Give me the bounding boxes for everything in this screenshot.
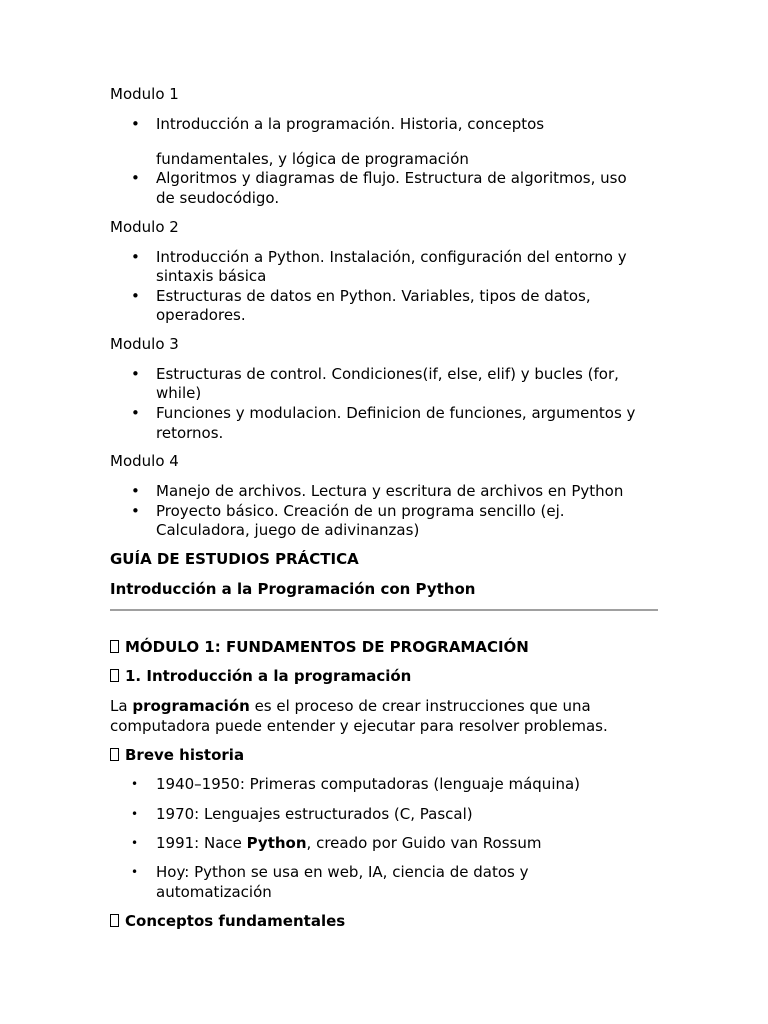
horizontal-divider — [110, 609, 658, 611]
list-item-continuation: retornos. — [156, 424, 224, 442]
list-item: Estructuras de control. Condiciones(if, else, elif) y bucles (for, — [156, 365, 619, 383]
bullet-icon: • — [131, 482, 140, 500]
paragraph-bold-term: programación — [132, 697, 250, 715]
list-item-continuation: sintaxis básica — [156, 267, 267, 285]
history-item: 1970: Lenguajes estructurados (C, Pascal) — [156, 805, 473, 823]
history-item-continuation: automatización — [156, 883, 272, 901]
list-item: Funciones y modulacion. Definicion de funciones, argumentos y — [156, 404, 636, 422]
history-heading — [110, 745, 244, 765]
subsection-heading — [110, 666, 411, 686]
history-item-bold: Python — [246, 834, 307, 852]
list-item-continuation: de seudocódigo. — [156, 189, 280, 207]
bullet-icon: • — [131, 807, 139, 821]
bullet-icon: • — [131, 836, 139, 850]
history-item: Hoy: Python se usa en web, IA, ciencia de datos y — [156, 863, 529, 881]
bullet-icon: • — [131, 115, 140, 133]
list-item: Estructuras de datos en Python. Variables, tipos de datos, — [156, 287, 591, 305]
missing-glyph-icon — [110, 748, 119, 761]
section-heading — [110, 637, 529, 657]
subsection-heading-text: 1. Introducción a la programación — [125, 667, 412, 685]
missing-glyph-icon — [110, 914, 119, 927]
bullet-icon: • — [131, 169, 140, 187]
module-title: Modulo 2 — [110, 218, 179, 236]
list-item: Introducción a la programación. Historia, conceptos — [156, 115, 545, 133]
module-title: Modulo 3 — [110, 335, 179, 353]
list-item-continuation: operadores. — [156, 306, 246, 324]
section-heading-text: MÓDULO 1: FUNDAMENTOS DE PROGRAMACIÓN — [125, 638, 529, 656]
module-title: Modulo 4 — [110, 452, 179, 470]
bullet-icon: • — [131, 287, 140, 305]
history-item — [156, 833, 541, 853]
paragraph-prefix: La — [110, 697, 133, 715]
history-item-prefix: 1991: Nace — [156, 834, 247, 852]
list-item: Algoritmos y diagramas de flujo. Estructura de algoritmos, uso — [156, 169, 627, 187]
list-item-continuation: fundamentales, y lógica de programación — [156, 150, 469, 168]
module-title: Modulo 1 — [110, 85, 179, 103]
list-item: Proyecto básico. Creación de un programa sencillo (ej. — [156, 502, 565, 520]
history-item-suffix: , creado por Guido van Rossum — [306, 834, 542, 852]
bullet-icon: • — [131, 404, 140, 422]
bullet-icon: • — [131, 502, 140, 520]
list-item-continuation: while) — [156, 384, 202, 402]
history-heading-text: Breve historia — [125, 746, 245, 764]
bullet-icon: • — [131, 777, 139, 791]
history-item: 1940–1950: Primeras computadoras (lenguaje máquina) — [156, 775, 581, 793]
paragraph-line: computadora puede entender y ejecutar para resolver problemas. — [110, 717, 608, 735]
bullet-icon: • — [131, 365, 140, 383]
bullet-icon: • — [131, 865, 139, 879]
list-item-continuation: Calculadora, juego de adivinanzas) — [156, 521, 420, 539]
bullet-icon: • — [131, 248, 140, 266]
list-item: Introducción a Python. Instalación, configuración del entorno y — [156, 248, 627, 266]
concepts-heading-text: Conceptos fundamentales — [125, 912, 346, 930]
list-item: Manejo de archivos. Lectura y escritura de archivos en Python — [156, 482, 624, 500]
missing-glyph-icon — [110, 669, 119, 682]
paragraph-suffix: es el proceso de crear instrucciones que una — [249, 697, 591, 715]
concepts-heading — [110, 911, 345, 931]
guide-subtitle: Introducción a la Programación con Python — [110, 580, 476, 598]
missing-glyph-icon — [110, 640, 119, 653]
guide-title: GUÍA DE ESTUDIOS PRÁCTICA — [110, 550, 359, 568]
paragraph-line — [110, 696, 591, 716]
